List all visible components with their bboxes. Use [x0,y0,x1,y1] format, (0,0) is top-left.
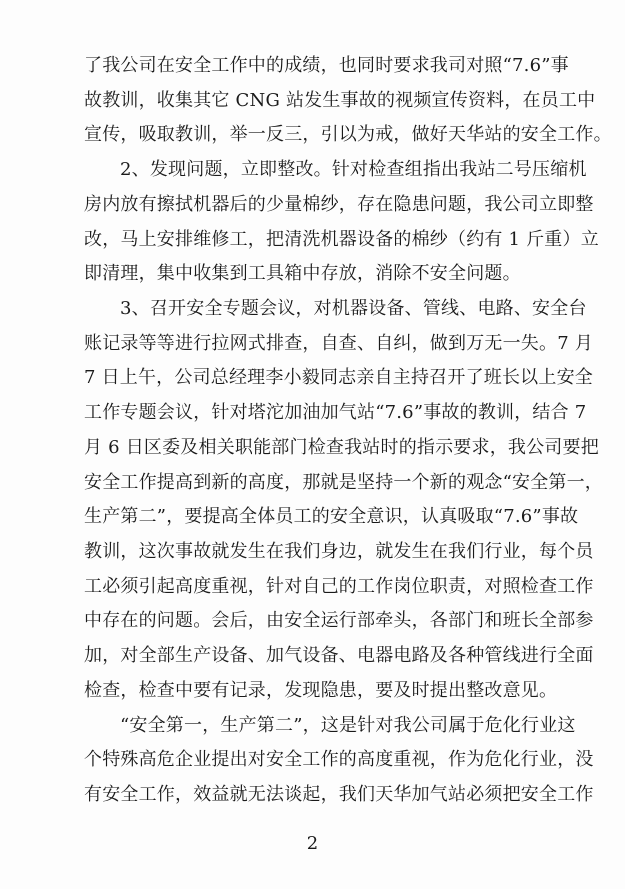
text-line-15: 教训，这次事故就发生在我们身边，就发生在我们行业，每个员 [84,541,594,562]
text-line-9: 账记录等等进行拉网式排查，自查、自纠，做到万无一失。7 月 [84,333,593,354]
text-line-3: 宣传，吸取教训，举一反三，引以为戒，做好天华站的安全工作。 [84,124,612,145]
text-line-14: 生产第二”，要提高全体员工的安全意识，认真吸取“7.6”事故 [84,506,579,527]
text-line-13: 安全工作提高到新的高度，那就是坚持一个新的观念“安全第一， [84,472,603,493]
text-line-4: 2、发现问题，立即整改。针对检查组指出我站二号压缩机 [120,159,587,180]
text-line-1: 了我公司在安全工作中的成绩，也同时要求我司对照“7.6”事 [84,55,569,76]
page-number: 2 [306,833,319,854]
text-line-20: “安全第一，生产第二”，这是针对我公司属于危化行业这 [120,715,576,736]
text-line-6: 改，马上安排维修工，把清洗机器设备的棉纱（约有 1 斤重）立 [84,229,599,250]
text-line-16: 工必须引起高度重视，针对自己的工作岗位职责，对照检查工作 [84,576,594,597]
text-line-21: 个特殊高危企业提出对安全工作的高度重视，作为危化行业，没 [84,749,594,770]
text-line-18: 加，对全部生产设备、加气设备、电器电路及各种管线进行全面 [84,645,594,666]
text-line-11: 工作专题会议，针对塔沱加油加气站“7.6”事故的教训，结合 7 [84,402,587,423]
text-line-7: 即清理，集中收集到工具箱中存放，消除不安全问题。 [84,263,521,284]
text-line-10: 7 日上午，公司总经理李小毅同志亲自主持召开了班长以上安全 [84,367,593,388]
text-line-5: 房内放有擦拭机器后的少量棉纱，存在隐患问题，我公司立即整 [84,194,594,215]
text-line-8: 3、召开安全专题会议，对机器设备、管线、电路、安全台 [120,298,587,319]
text-line-12: 月 6 日区委及相关职能部门检查我站时的指示要求，我公司要把 [84,437,599,458]
text-line-19: 检查，检查中要有记录，发现隐患，要及时提出整改意见。 [84,680,558,701]
text-line-17: 中存在的问题。会后，由安全运行部牵头，各部门和班长全部参 [84,610,594,631]
text-line-2: 故教训，收集其它 CNG 站发生事故的视频宣传资料，在员工中 [84,90,596,111]
text-line-22: 有安全工作，效益就无法谈起，我们天华加气站必须把安全工作 [84,784,594,805]
